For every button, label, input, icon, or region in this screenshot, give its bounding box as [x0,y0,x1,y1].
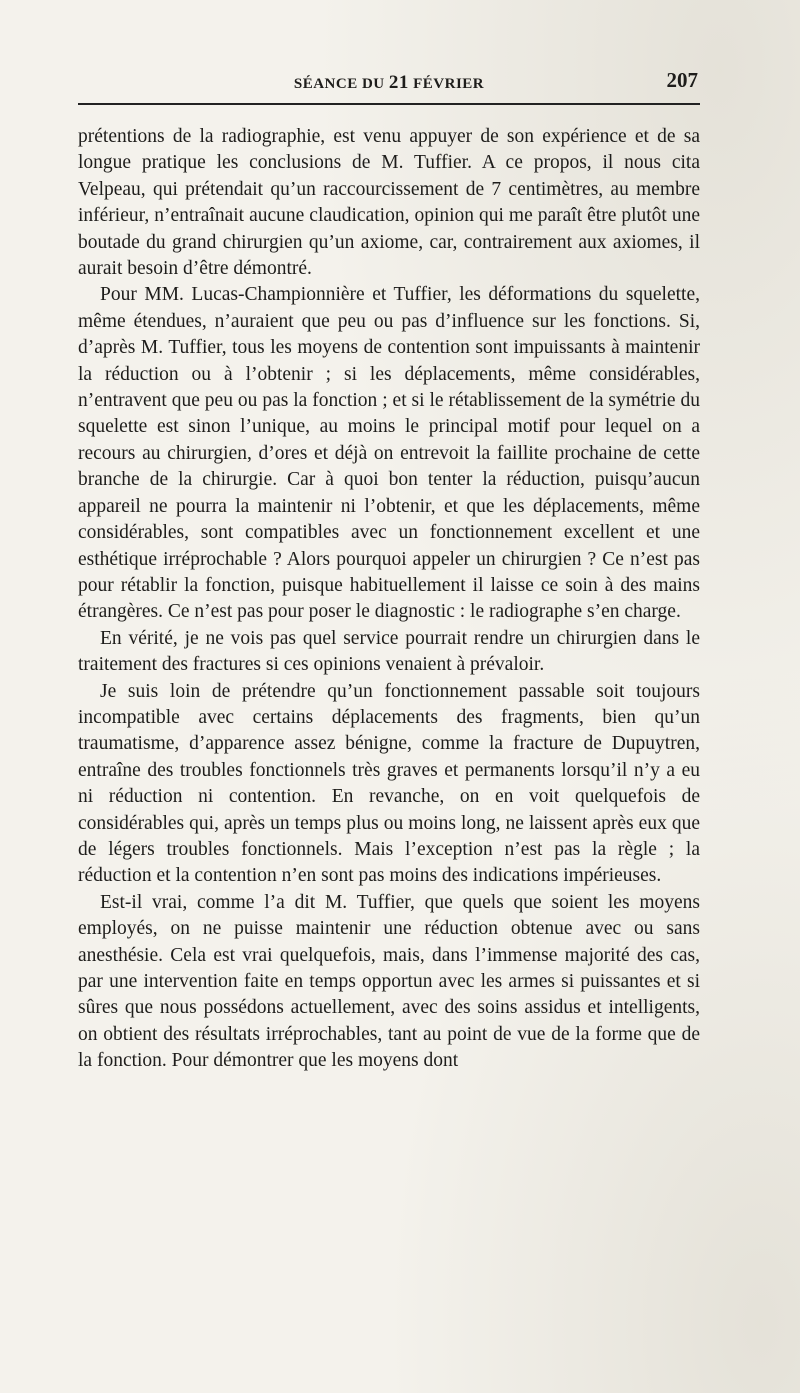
page-number: 207 [666,68,698,92]
running-title [78,72,700,94]
paragraph-4: Je suis loin de prétendre qu’un fonctionnement passable soit toujours incompatible avec certains déplacements des fragments, bien qu’un traumatisme, d’apparence assez bénigne, comme la fracture de Dupuytren, entraîne des troubles fonctionnels très graves et permanents lorsqu’il n’y a eu ni réduction ni contention. En revanche, on en voit quelquefois de considérables qui, après un temps plus ou moins long, ne laissent après eux que de légers troubles fonctionnels. Mais l’exception n’est pas la règle ; la réduction et la contention n’en sont pas moins des indications impérieuses. [78,680,700,887]
paragraph-3: En vérité, je ne vois pas quel service pourrait rendre un chirurgien dans le traitement des fractures si ces opinions venaient à prévaloir. [78,627,700,676]
running-title-prefix: SÉANCE DU [293,76,385,92]
header-rule [78,103,700,105]
body-text [78,124,700,1075]
paragraph-1: prétentions de la radiographie, est venu appuyer de son expérience et de sa longue pratique les conclusions de M. Tuffier. A ce propos, il nous cita Velpeau, qui prétendait qu’un raccourcissement de 7 centimètres, au membre inférieur, n’entraînait aucune claudication, opinion qui me paraît être plutôt une boutade du grand chirurgien qu’un axiome, car, contrairement aux axiomes, il aurait besoin d’être démontré. [78,126,700,280]
running-head [78,70,700,94]
paragraph-5: Est-il vrai, comme l’a dit M. Tuffier, que quels que soient les moyens employés, on ne puisse maintenir une réduction obtenue avec ou sans anesthésie. Cela est vrai quelquefois, mais, dans l’immense majorité des cas, par une intervention faite en temps opportun avec les armes si puissantes et si sûres que nous possédons actuellement, avec des soins assidus et intelligents, on obtient des résultats irréprochables, tant au point de vue de la forme que de la fonction. Pour démontrer que les moyens dont [78,891,700,1072]
running-title-day: 21 [388,72,409,93]
paragraph-2: Pour MM. Lucas-Championnière et Tuffier, les déformations du squelette, même étendues, n’auraient que peu ou pas d’influence sur les fonctions. Si, d’après M. Tuffier, tous les moyens de contention sont impuissants à maintenir la réduction ou à l’obtenir ; si les déplacements, même considérables, n’entravent que peu ou pas la fonction ; et si le rétablissement de la symétrie du squelette est sinon l’unique, au moins le principal motif pour lequel on a recours au chirurgien, d’ores et déjà on entrevoit la faillite prochaine de cette branche de la chirurgie. Car à quoi bon tenter la réduction, puisqu’aucun appareil ne pourra la maintenir ni l’obtenir, et que les déplacements, même considérables, sont compatibles avec un fonctionnement excellent et une esthétique irréprochable ? Alors pourquoi appeler un chirurgien ? Ce n’est pas pour rétablir la fonction, puisque habituellement il laisse ce soin à des mains étrangères. Ce n’est pas pour poser le diagnostic : le radiographe s’en charge. [78,284,700,623]
running-title-month: FÉVRIER [413,76,485,92]
